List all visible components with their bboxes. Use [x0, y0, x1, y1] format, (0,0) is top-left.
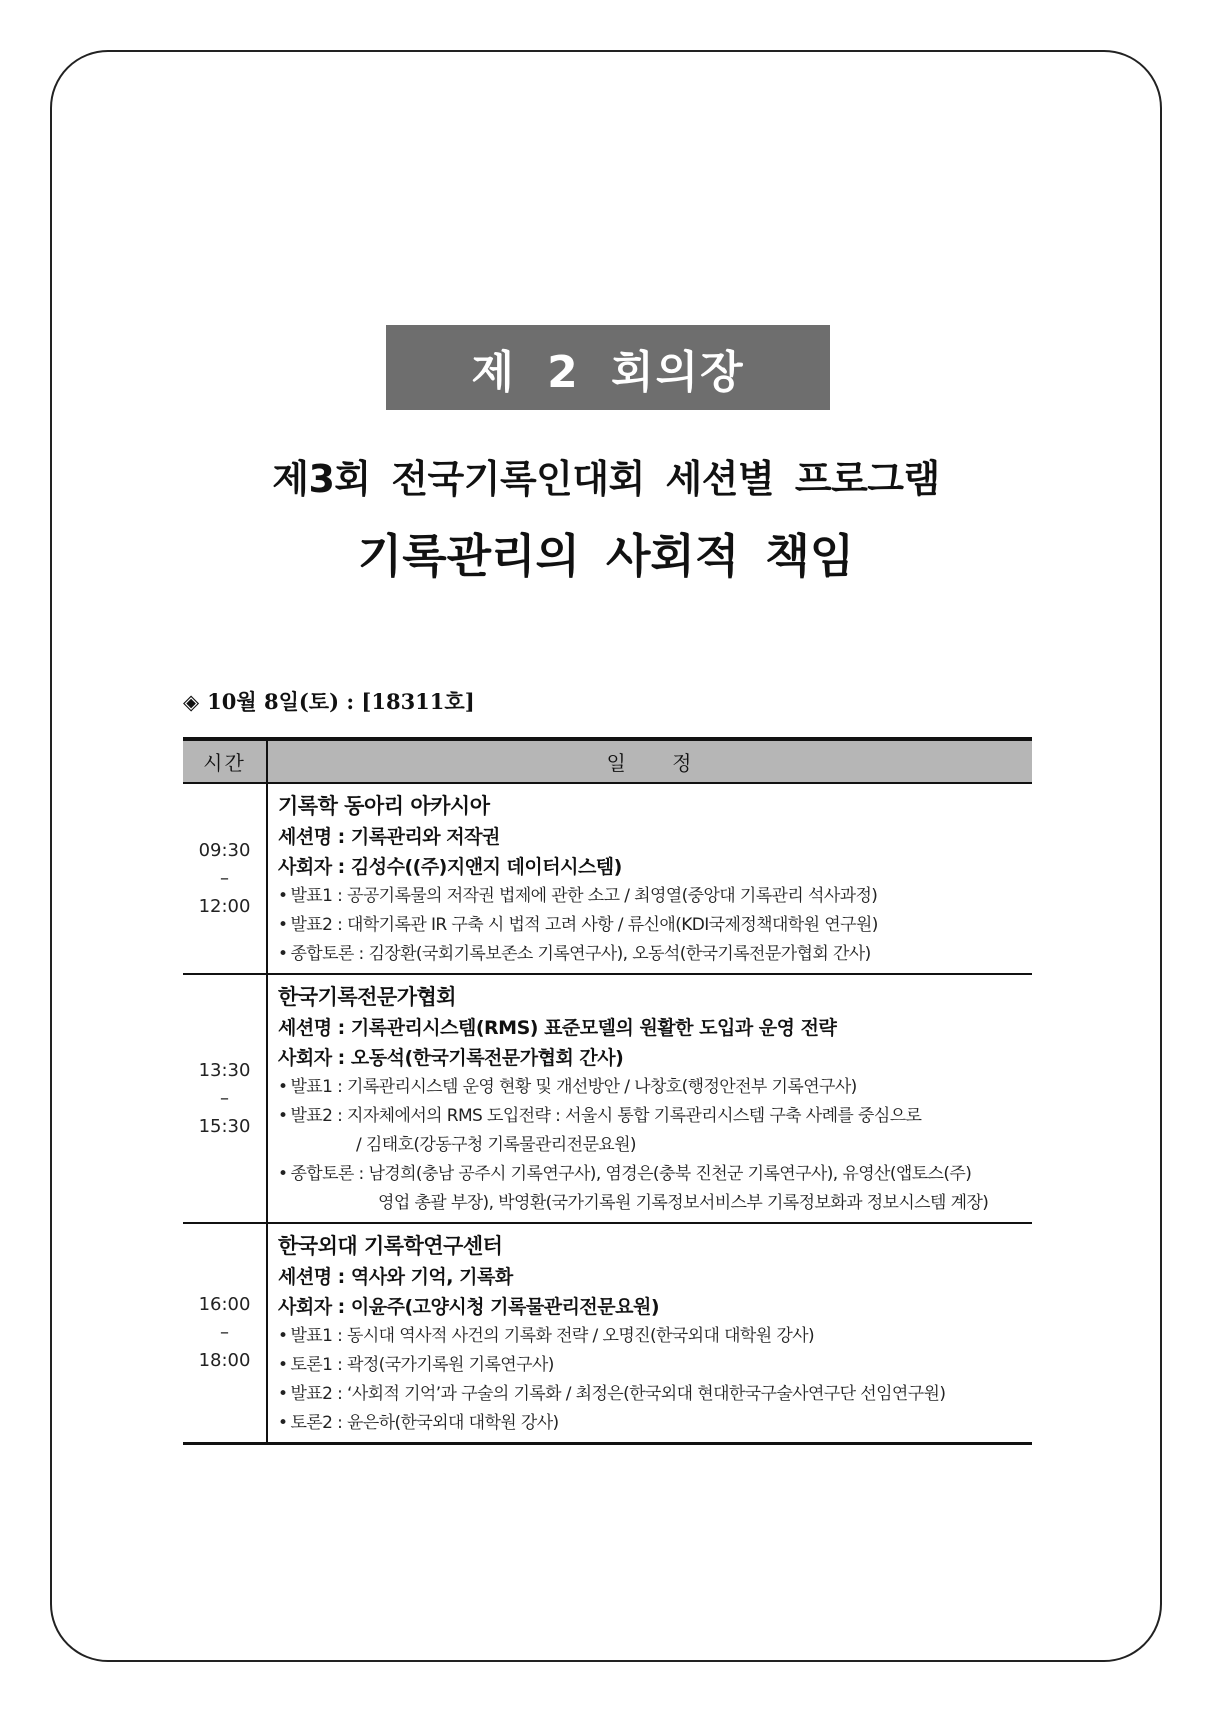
time-cell [183, 1223, 267, 1444]
organizer: 한국기록전문가협회 [278, 985, 457, 1009]
list-item-text: 종합토론 : 남경희(충남 공주시 기록연구사), 염경은(충북 진천군 기록연구사), 유영산(앱토스(주) [290, 1164, 972, 1184]
schedule-cell [267, 974, 1032, 1223]
list-item-text: 발표2 : 대학기록관 IR 구축 시 법적 고려 사항 / 류신애(KDI국제정책대학원 연구원) [290, 915, 878, 935]
time-dash: – [220, 1322, 229, 1343]
time-start: 13:30 [198, 1059, 251, 1081]
list-item [278, 1322, 1028, 1351]
list-item-continuation: 영업 총괄 부장), 박영환(국가기록원 기록정보서비스부 기록정보화과 정보시스템 계장) [378, 1193, 989, 1213]
session-name: 세션명 : 기록관리시스템(RMS) 표준모델의 원활한 도입과 운영 전략 [278, 1017, 837, 1039]
time-end: 15:30 [198, 1115, 251, 1137]
bullet-icon: • [278, 1355, 288, 1375]
venue-label: 제 2 회의장 [386, 325, 830, 410]
date-room-text: 10월 8일(토) : [18311호] [207, 689, 475, 714]
bullet-icon: • [278, 1077, 288, 1097]
list-item-text: 발표2 : ‘사회적 기억’과 구술의 기록화 / 최정은(한국외대 현대한국구술사연구단 선임연구원) [290, 1384, 946, 1404]
date-line [183, 686, 475, 716]
session-name: 세션명 : 기록관리와 저작권 [278, 826, 500, 848]
time-dash: – [220, 1087, 229, 1109]
list-item [278, 1160, 1028, 1189]
time-start: 16:00 [198, 1294, 251, 1315]
schedule-cell [267, 1223, 1032, 1444]
schedule-column-header: 일 정 [267, 739, 1032, 783]
diamond-bullet-icon: ◈ [183, 689, 200, 714]
bullet-icon: • [278, 1384, 288, 1404]
list-item-text: 토론1 : 곽정(국가기록원 기록연구사) [290, 1355, 554, 1375]
list-item [278, 911, 1028, 940]
session-name: 세션명 : 역사와 기억, 기록화 [278, 1266, 513, 1288]
organizer: 기록학 동아리 아카시아 [278, 794, 490, 818]
moderator: 사회자 : 오동석(한국기록전문가협회 간사) [278, 1047, 624, 1069]
list-item-text: 종합토론 : 김장환(국회기록보존소 기록연구사), 오동석(한국기록전문가협회 간사) [290, 944, 871, 964]
list-item-text: 발표2 : 지자체에서의 RMS 도입전략 : 서울시 통합 기록관리시스템 구축 사례를 중심으로 [290, 1106, 922, 1126]
table-row [183, 974, 1032, 1223]
time-dash: – [220, 867, 229, 889]
time-cell [183, 783, 267, 974]
bullet-icon: • [278, 1326, 288, 1346]
list-item [278, 1102, 1028, 1131]
table-row [183, 1223, 1032, 1444]
time-end: 12:00 [198, 895, 251, 917]
list-item-continuation: / 김태호(강동구청 기록물관리전문요원) [356, 1135, 636, 1155]
time-cell [183, 974, 267, 1223]
organizer: 한국외대 기록학연구센터 [278, 1234, 503, 1258]
bullet-icon: • [278, 1413, 288, 1433]
time-column-header: 시간 [183, 739, 267, 783]
session-theme-title: 기록관리의 사회적 책임 [357, 529, 855, 583]
list-item-text: 발표1 : 기록관리시스템 운영 현황 및 개선방안 / 나창호(행정안전부 기록연구사) [290, 1077, 857, 1097]
list-item [278, 940, 1028, 969]
bullet-icon: • [278, 1106, 288, 1126]
table-header-row [183, 739, 1032, 783]
list-item [278, 1380, 1028, 1409]
bullet-icon: • [278, 1164, 288, 1184]
schedule-table [183, 737, 1032, 1445]
moderator: 사회자 : 김성수((주)지앤지 데이터시스템) [278, 856, 622, 878]
program-title: 제3회 전국기록인대회 세션별 프로그램 [272, 457, 940, 501]
list-item [278, 882, 1028, 911]
bullet-icon: • [278, 886, 288, 906]
list-item-text: 발표1 : 공공기록물의 저작권 법제에 관한 소고 / 최영열(중앙대 기록관리 석사과정) [290, 886, 878, 906]
list-item [278, 1409, 1028, 1438]
list-item-text: 토론2 : 윤은하(한국외대 대학원 강사) [290, 1413, 559, 1433]
list-item-text: 발표1 : 동시대 역사적 사건의 기록화 전략 / 오명진(한국외대 대학원 강사) [290, 1326, 815, 1346]
moderator: 사회자 : 이윤주(고양시청 기록물관리전문요원) [278, 1296, 660, 1318]
bullet-icon: • [278, 915, 288, 935]
time-end: 18:00 [198, 1350, 251, 1371]
bullet-icon: • [278, 944, 288, 964]
time-start: 09:30 [198, 839, 251, 861]
table-row [183, 783, 1032, 974]
schedule-cell [267, 783, 1032, 974]
list-item [278, 1351, 1028, 1380]
list-item [278, 1073, 1028, 1102]
